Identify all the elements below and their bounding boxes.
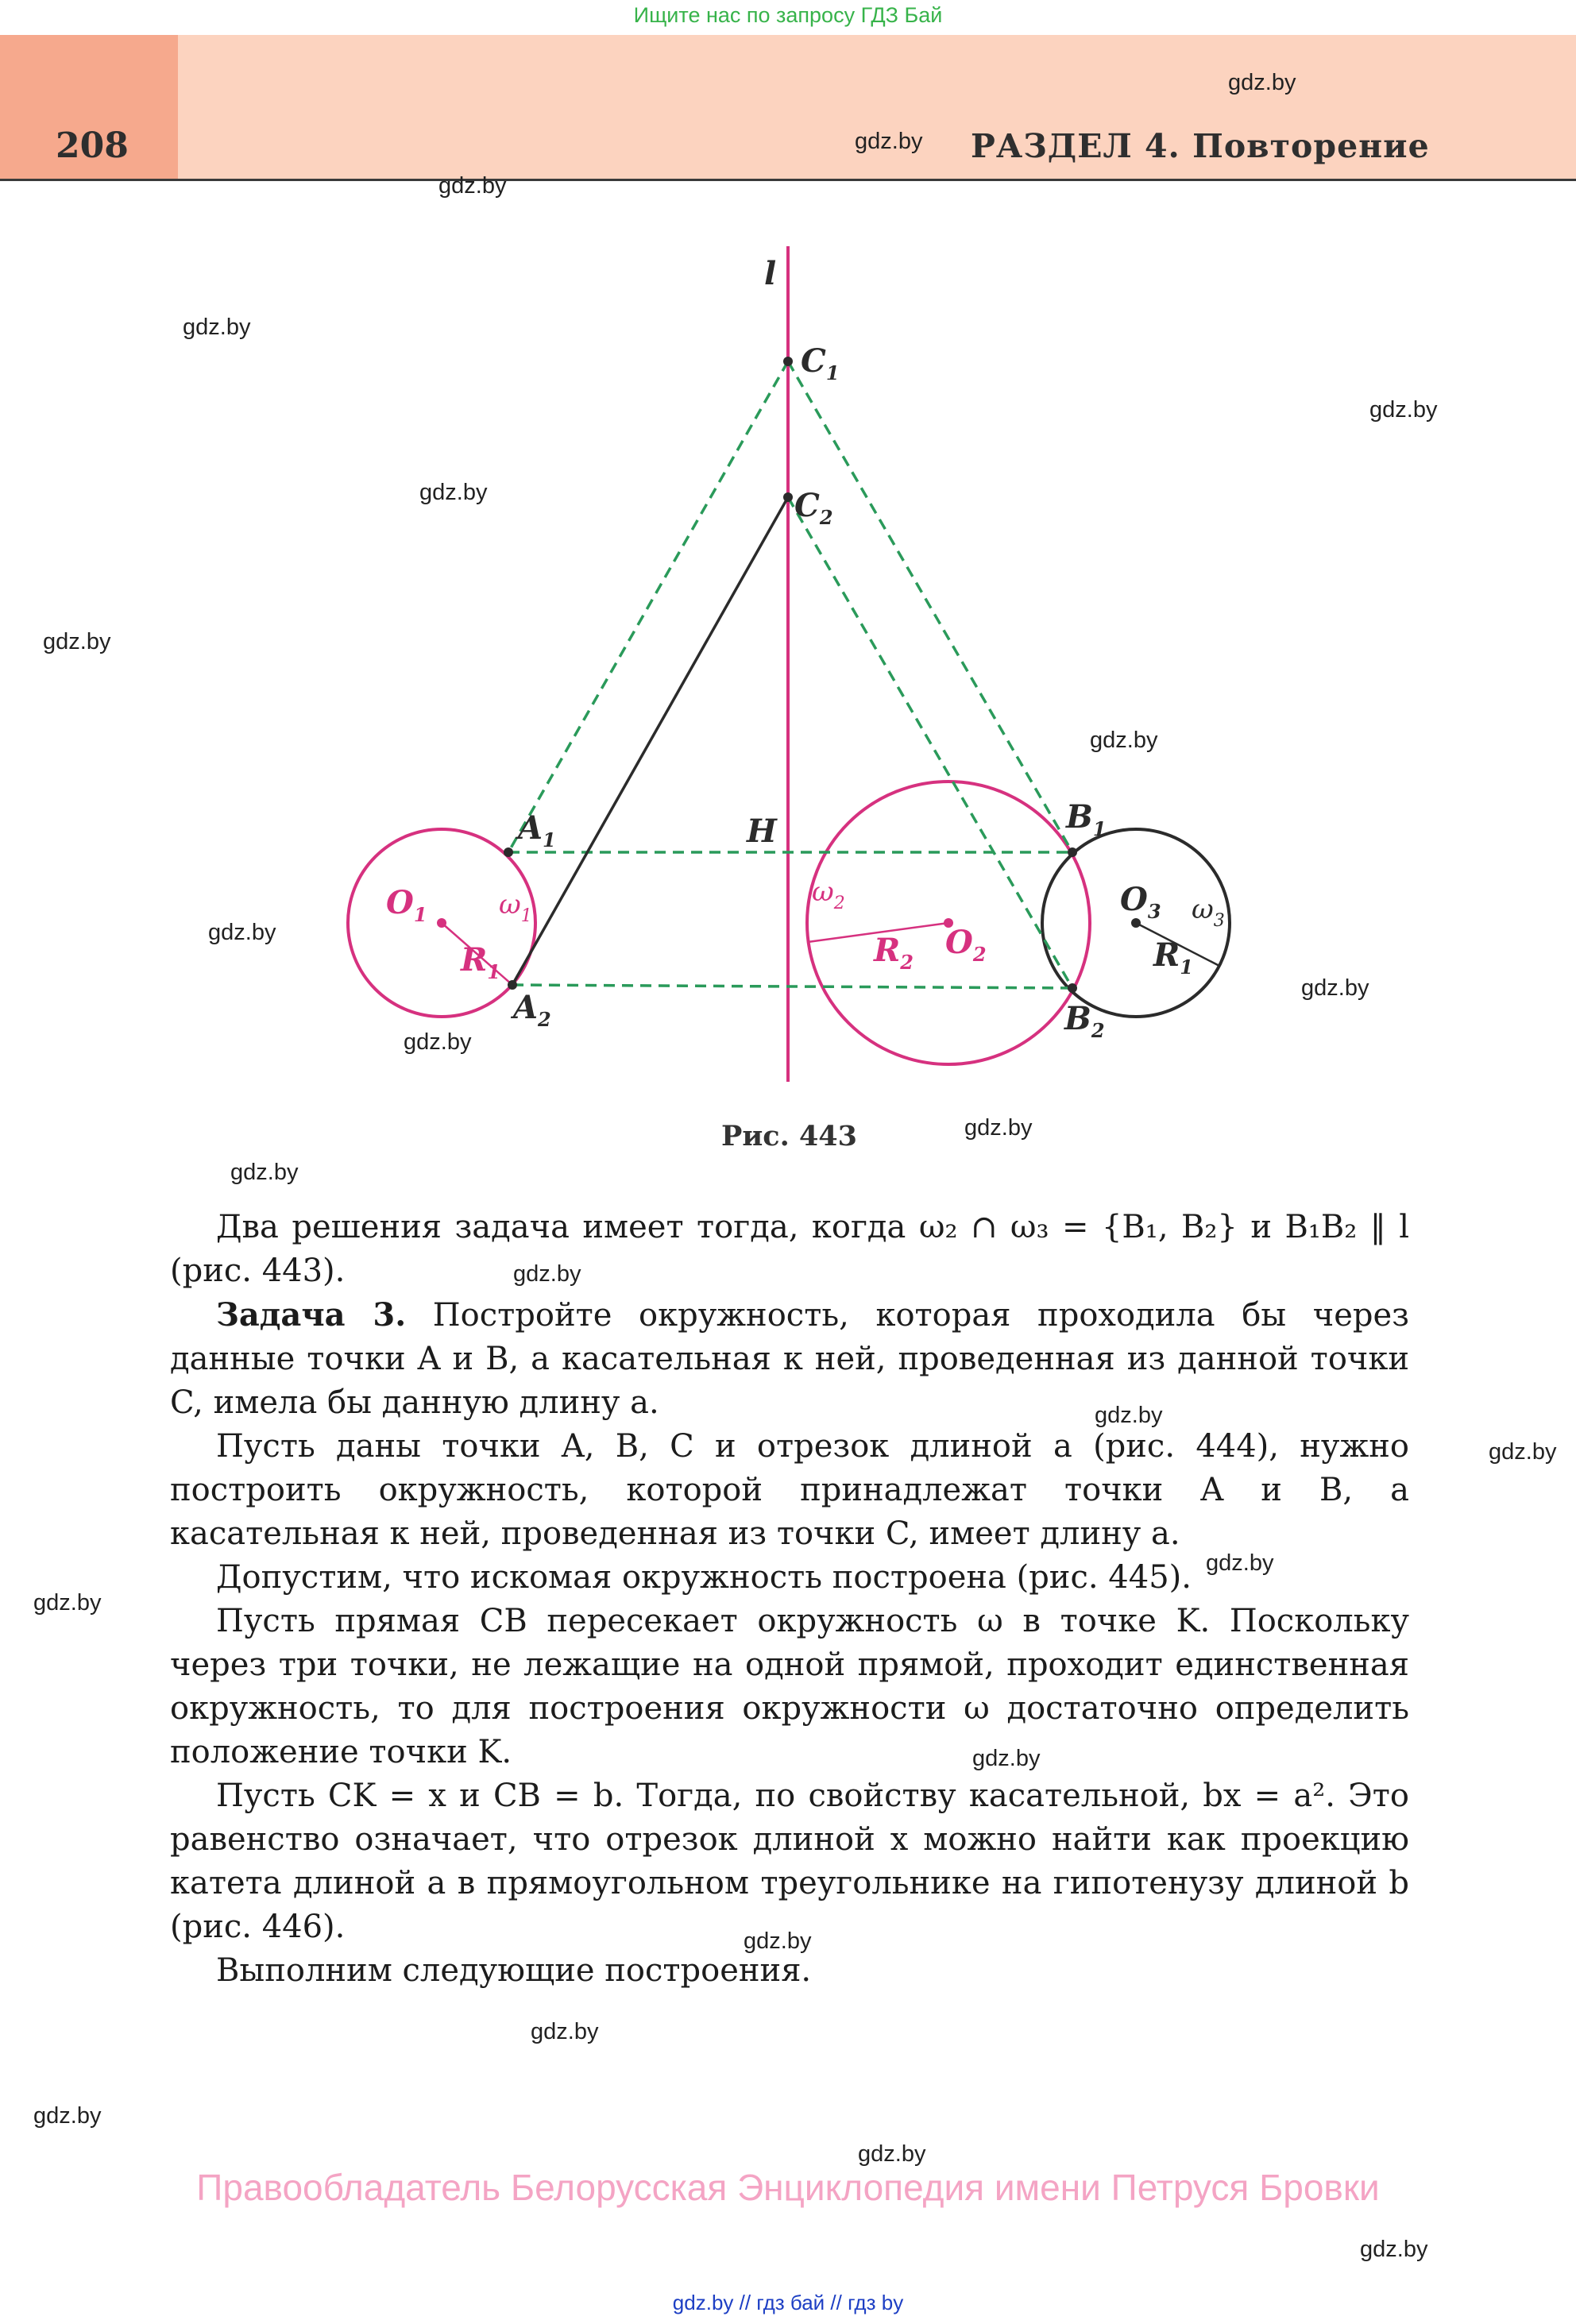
watermark: gdz.by bbox=[1369, 397, 1438, 423]
label-l: l bbox=[764, 255, 777, 292]
label-o1: $O_1$ bbox=[386, 884, 427, 926]
label-b1: $B_1$ bbox=[1066, 798, 1107, 840]
point-a1 bbox=[504, 847, 513, 857]
label-h: H bbox=[747, 813, 777, 850]
watermark: gdz.by bbox=[964, 1115, 1033, 1141]
label-c1: $C_1$ bbox=[801, 342, 840, 384]
paragraph-task-3 bbox=[170, 1293, 1409, 1425]
figure-caption: Рис. 443 bbox=[721, 1120, 858, 1152]
top-banner: Ищите нас по запросу ГДЗ Бай bbox=[633, 3, 943, 27]
section-title: РАЗДЕЛ 4. Повторение bbox=[971, 127, 1430, 165]
label-r1-second: $R_1$ bbox=[1153, 936, 1193, 979]
watermark: gdz.by bbox=[513, 1261, 581, 1287]
dashed-lines bbox=[508, 361, 1072, 988]
dashed-a2-b2 bbox=[512, 985, 1072, 988]
point-b2 bbox=[1068, 983, 1077, 993]
point-c1 bbox=[783, 357, 793, 366]
paragraph-projection: Пусть CK = x и CB = b. Тогда, по свойству касательной, bx = a². Это равенство означает, что отрезок длиной x можно найти как проекцию катета длиной a в прямоугольном треугольнике на гипотенузу длиной b (рис. 446). bbox=[170, 1778, 1409, 1945]
label-c2: $C_2$ bbox=[794, 487, 833, 529]
watermark: gdz.by bbox=[744, 1928, 812, 1954]
watermark: gdz.by bbox=[183, 315, 251, 340]
watermark: gdz.by bbox=[855, 129, 923, 154]
label-omega2: $\omega_2$ bbox=[812, 876, 845, 913]
watermark: gdz.by bbox=[230, 1160, 299, 1185]
watermark: gdz.by bbox=[438, 173, 507, 199]
watermark: gdz.by bbox=[1301, 975, 1369, 1001]
point-c2 bbox=[783, 492, 793, 502]
paragraph-two-solutions: Два решения задача имеет тогда, когда ω₂ ∩ ω₃ = {B₁, B₂} и B₁B₂ ‖ l (рис. 443). bbox=[170, 1209, 1409, 1289]
paragraph-assume: Допустим, что искомая окружность построена (рис. 445). bbox=[216, 1559, 1192, 1596]
watermark: gdz.by bbox=[1360, 2237, 1428, 2262]
watermark: gdz.by bbox=[1206, 1550, 1274, 1576]
dashed-c1-a1 bbox=[508, 361, 788, 852]
watermark: gdz.by bbox=[858, 2141, 926, 2167]
watermark: gdz.by bbox=[972, 1746, 1041, 1771]
body-text bbox=[170, 1206, 1409, 1993]
header-rule bbox=[0, 179, 1576, 181]
segment-c2-a2 bbox=[512, 497, 788, 985]
paragraph-given: Пусть даны точки A, B, C и отрезок длиной a (рис. 444), нужно построить окружность, которой принадлежат точки A и B, а касательная к ней, проведенная из точки C, имеет длину a. bbox=[170, 1428, 1409, 1552]
label-o2: $O_2$ bbox=[945, 924, 987, 966]
task-label: Задача 3. bbox=[216, 1296, 407, 1334]
label-a2: $A_2$ bbox=[513, 989, 551, 1031]
label-r2: $R_2$ bbox=[874, 932, 914, 974]
watermark: gdz.by bbox=[1228, 70, 1296, 95]
footer-links[interactable]: gdz.by // гдз бай // гдз by bbox=[672, 2291, 904, 2314]
point-o1 bbox=[437, 918, 446, 928]
watermark: gdz.by bbox=[1489, 1439, 1557, 1465]
footer-rights: Правообладатель Белорусская Энциклопедия имени Петруся Бровки bbox=[196, 2167, 1380, 2208]
watermark: gdz.by bbox=[1095, 1403, 1163, 1428]
watermark: gdz.by bbox=[33, 1590, 102, 1616]
point-o3 bbox=[1131, 918, 1141, 928]
label-o3: $O_3$ bbox=[1120, 881, 1161, 923]
label-a1: $A_1$ bbox=[518, 809, 556, 851]
watermark: gdz.by bbox=[43, 629, 111, 654]
dashed-c2-b2 bbox=[788, 497, 1072, 988]
watermark: gdz.by bbox=[419, 480, 488, 505]
paragraph-constructions: Выполним следующие построения. bbox=[216, 1952, 812, 1989]
figure-443 bbox=[318, 246, 1287, 1104]
task-body: Постройте окружность, которая проходила бы через данные точки A и B, а касательная к ней, проведенная из данной точки C, имела бы данную длину a. bbox=[170, 1297, 1409, 1421]
paragraph-point-k: Пусть прямая CB пересекает окружность ω в точке K. Поскольку через три точки, не лежащие на одной прямой, проходит единственная окружность, то для построения окружности ω достаточно определить положение точки K. bbox=[170, 1603, 1409, 1770]
page-number: 208 bbox=[56, 125, 129, 166]
label-omega3: $\omega_3$ bbox=[1192, 894, 1225, 931]
watermark: gdz.by bbox=[33, 2103, 102, 2129]
label-r1: $R_1$ bbox=[461, 941, 500, 983]
watermark: gdz.by bbox=[208, 920, 276, 945]
label-b2: $B_2$ bbox=[1064, 1000, 1105, 1042]
dashed-c1-b1 bbox=[788, 361, 1072, 852]
watermark: gdz.by bbox=[531, 2019, 599, 2044]
watermark: gdz.by bbox=[404, 1029, 472, 1055]
watermark: gdz.by bbox=[1090, 728, 1158, 753]
point-b1 bbox=[1068, 847, 1077, 857]
label-omega1: $\omega_1$ bbox=[499, 889, 532, 926]
